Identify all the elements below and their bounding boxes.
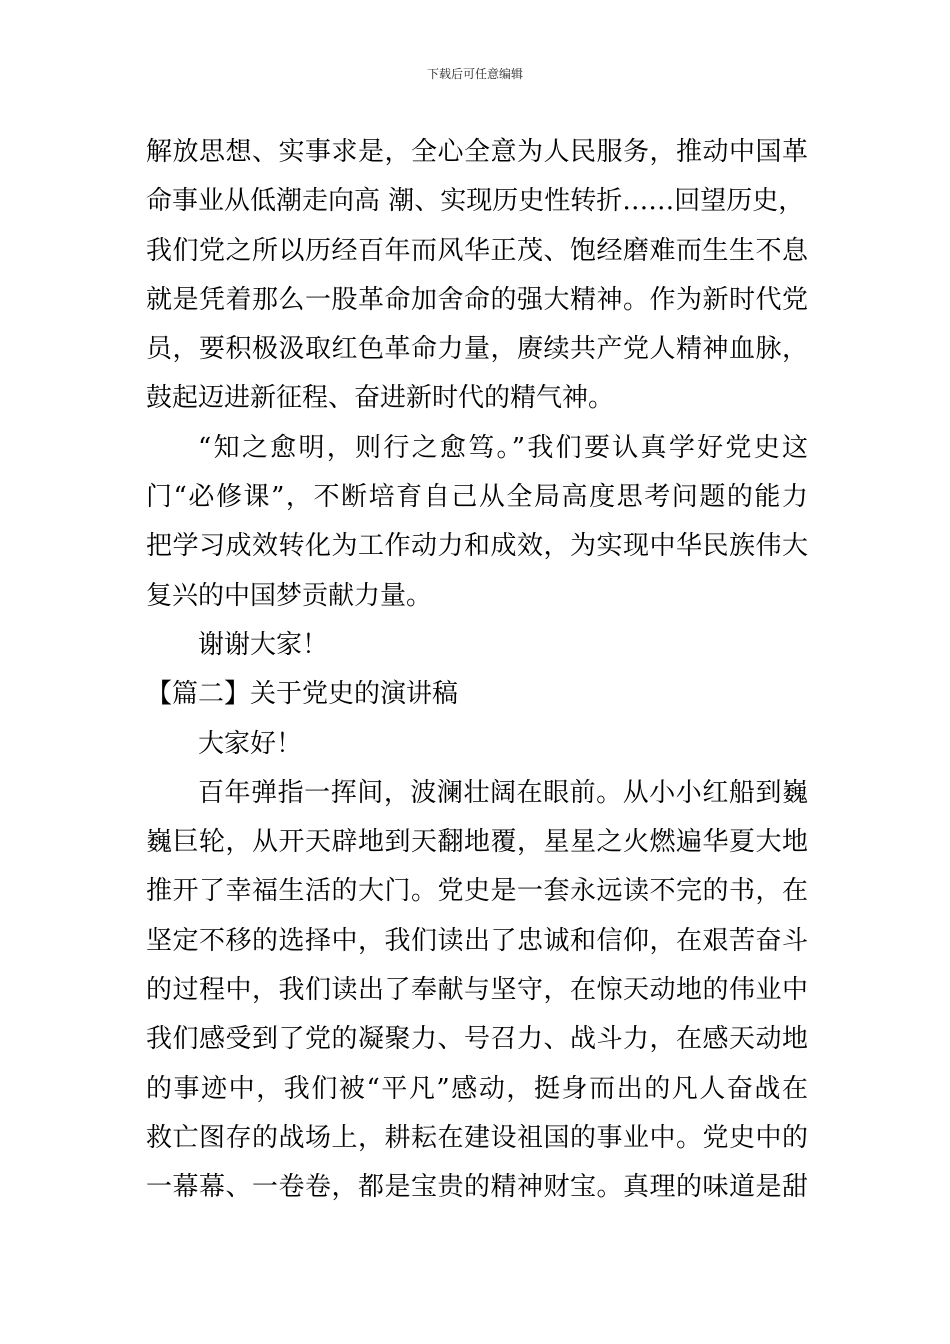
document-body <box>146 128 808 1213</box>
text-line: 就是凭着那么一股革命加舍命的强大精神。作为新时代党 <box>146 284 808 315</box>
text-line: 门“必修课”，不断培育自己从全局高度思考问题的能力 <box>146 482 808 513</box>
text-line: 鼓起迈进新征程、奋进新时代的精气神。 <box>146 383 615 414</box>
text-line: 我们党之所以历经百年而风华正茂、饱经磨难而生生不息 <box>146 235 808 266</box>
page-header-note: 下载后可任意编辑 <box>426 67 523 81</box>
text-line: 一幕幕、一卷卷，都是宝贵的精神财宝。真理的味道是甜 <box>146 1172 808 1203</box>
closing-thanks: 谢谢大家！ <box>198 629 329 660</box>
text-line: 百年弹指一挥间，波澜壮阔在眼前。从小小红船到巍 <box>198 777 808 808</box>
text-line: 我们感受到了党的凝聚力、号召力、战斗力，在感天动地 <box>146 1024 808 1055</box>
text-line: “知之愈明，则行之愈笃。”我们要认真学好党史这 <box>198 432 808 463</box>
text-line: 解放思想、实事求是，全心全意为人民服务，推动中国革 <box>146 137 808 167</box>
text-line: 把学习成效转化为工作动力和成效，为实现中华民族伟大 <box>146 531 808 562</box>
text-line: 巍巨轮，从开天辟地到天翻地覆，星星之火燃遍华夏大地 <box>146 827 808 858</box>
text-line: 复兴的中国梦贡献力量。 <box>146 580 433 611</box>
text-line: 员，要积极汲取红色革命力量，赓续共产党人精神血脉， <box>146 334 808 365</box>
text-line: 的过程中，我们读出了奉献与坚守，在惊天动地的伟业中 <box>146 975 808 1006</box>
text-line: 坚定不移的选择中，我们读出了忠诚和信仰，在艰苦奋斗 <box>146 925 808 956</box>
text-line: 救亡图存的战场上，耕耘在建设祖国的事业中。党史中的 <box>146 1122 808 1153</box>
text-line: 的事迹中，我们被“平凡”感动，挺身而出的凡人奋战在 <box>146 1073 808 1104</box>
greeting: 大家好！ <box>198 728 303 759</box>
text-line: 推开了幸福生活的大门。党史是一套永远读不完的书，在 <box>146 876 808 907</box>
text-line: 命事业从低潮走向高 潮、实现历史性转折……回望历史， <box>146 186 805 217</box>
section-heading: 【篇二】关于党史的演讲稿 <box>146 679 459 710</box>
